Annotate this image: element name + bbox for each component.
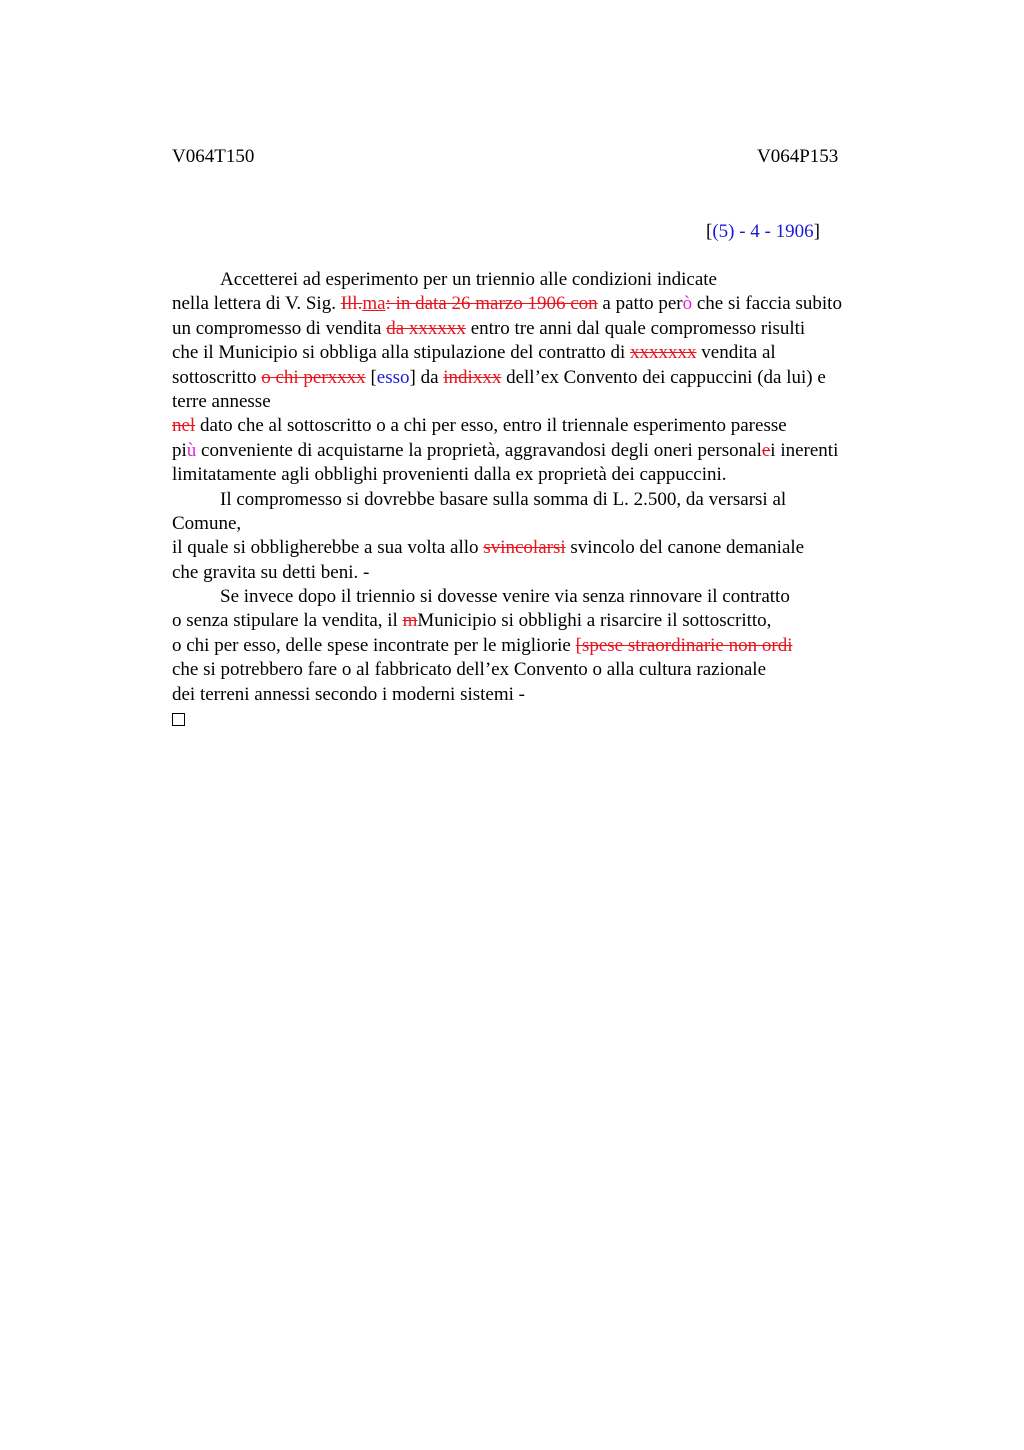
text-segment: i inerenti: [770, 439, 839, 461]
text-segment: che si faccia subito: [692, 293, 842, 315]
letter-body: [172, 268, 932, 731]
deleted-text-underlined: ma: [362, 293, 386, 315]
header-left-code: V064T150: [172, 146, 255, 167]
text-segment: [: [365, 366, 377, 388]
text-line-3: [172, 317, 932, 341]
text-segment: nella lettera di V. Sig.: [172, 293, 341, 315]
text-segment: sottoscritto: [172, 366, 262, 388]
text-segment: o senza stipulare la vendita, il: [172, 610, 403, 632]
text-segment: il quale si obbligherebbe a sua volta allo: [172, 537, 484, 559]
deleted-text: o chi perxxxx: [261, 366, 366, 388]
text-segment: vendita al: [696, 342, 776, 364]
text-segment: un compromesso di vendita: [172, 317, 387, 339]
text-line-9: limitatamente agli obblighi provenienti dalla ex proprietà dei cappuccini.: [172, 464, 727, 486]
deleted-text: : in data 26 marzo 1906 con: [385, 293, 598, 315]
text-segment: a patto per: [597, 293, 683, 315]
inserted-text: esso: [376, 366, 410, 388]
empty-box-icon: [172, 713, 185, 726]
text-segment: dell’ex Convento dei cappuccini (da lui) e: [501, 366, 826, 388]
header-right-code: V064P153: [757, 146, 839, 167]
text-line-13: che gravita su detti beni. -: [172, 561, 370, 583]
deleted-text: indixxx: [443, 366, 502, 388]
text-line-17: che si potrebbero fare o al fabbricato dell’ex Convento o alla cultura razionale: [172, 659, 767, 681]
checkbox-line: [172, 707, 932, 731]
text-segment: svincolo del canone demaniale: [565, 537, 805, 559]
text-line-14: Se invece dopo il triennio si dovesse venire via senza rinnovare il contratto: [220, 586, 790, 608]
text-line-2: [172, 292, 932, 316]
text-line-16: [172, 634, 932, 658]
text-segment: che il Municipio si obbliga alla stipulazione del contratto di: [172, 342, 631, 364]
text-line-5: [172, 366, 932, 390]
date-close-bracket: ]: [813, 221, 820, 242]
date-open-bracket: [: [706, 221, 713, 242]
deleted-text: nel: [172, 415, 196, 437]
deleted-text: xxxxxxx: [630, 342, 697, 364]
deleted-text: Ill.: [340, 293, 363, 315]
date-value: (5) - 4 - 1906: [712, 221, 814, 242]
accent-mark: ò: [682, 293, 693, 315]
text-line-10: Il compromesso si dovrebbe basare sulla somma di L. 2.500, da versarsi al: [220, 488, 787, 510]
text-segment: pi: [172, 439, 187, 461]
text-line-11: Comune,: [172, 512, 242, 534]
deleted-text: svincolarsi: [483, 537, 566, 559]
text-line-1: Accetterei ad esperimento per un triennio alle condizioni indicate: [220, 269, 717, 290]
deleted-text: m: [402, 610, 418, 632]
document-date: [706, 221, 820, 243]
text-segment: conveniente di acquistarne la proprietà, aggravandosi degli oneri personal: [196, 439, 762, 461]
text-line-6: terre annesse: [172, 390, 271, 412]
text-segment: dato che al sottoscritto o a chi per esso, entro il triennale esperimento paresse: [195, 415, 787, 437]
text-line-7: [172, 414, 932, 438]
text-line-15: [172, 609, 932, 633]
deleted-text: da xxxxxx: [386, 317, 466, 339]
accent-mark: ù: [186, 439, 197, 461]
text-segment: entro tre anni dal quale compromesso risulti: [465, 317, 806, 339]
deleted-text: [spese straordinarie non ordi: [575, 634, 793, 656]
deleted-text: e: [761, 439, 771, 461]
text-segment: ] da: [409, 366, 444, 388]
text-line-4: [172, 341, 932, 365]
text-line-12: [172, 536, 932, 560]
text-line-18: dei terreni annessi secondo i moderni sistemi -: [172, 683, 525, 705]
text-segment: Municipio si obblighi a risarcire il sottoscritto,: [417, 610, 772, 632]
text-line-8: [172, 439, 932, 463]
text-segment: o chi per esso, delle spese incontrate per le migliorie: [172, 634, 576, 656]
